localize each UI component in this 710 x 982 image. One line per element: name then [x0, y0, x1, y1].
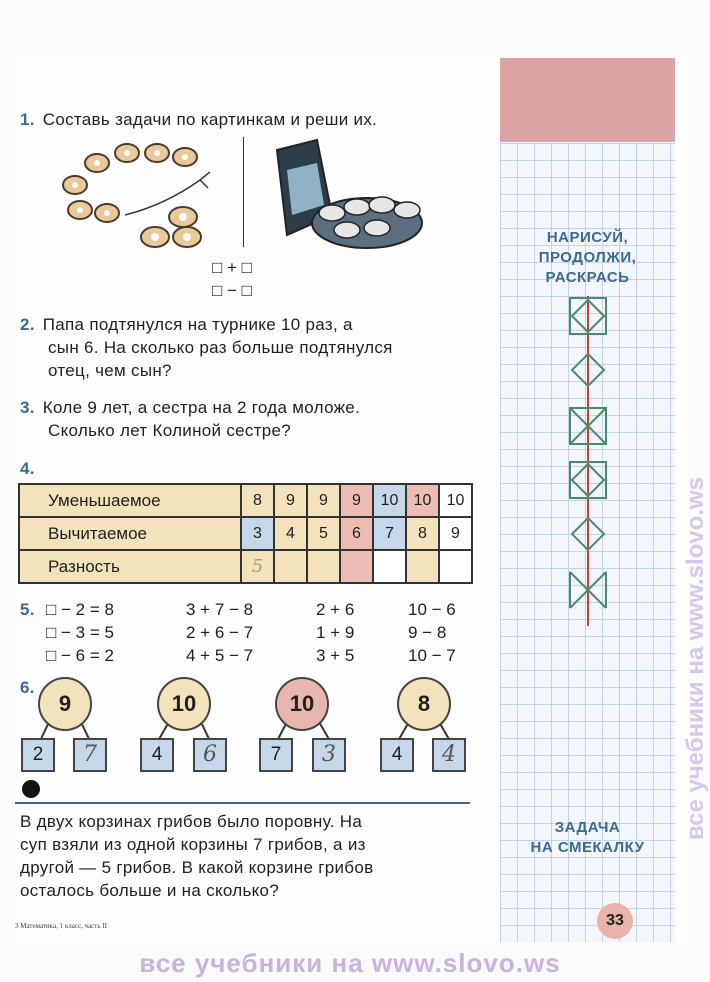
- task4-number: 4.: [20, 459, 35, 478]
- side-watermark: все учебники на www.slovo.ws: [682, 477, 709, 840]
- total-circle: 8: [397, 677, 451, 731]
- table-cell: 9: [307, 484, 340, 517]
- row-label: Вычитаемое: [19, 517, 241, 550]
- sidebar-title: НАРИСУЙ, ПРОДОЛЖИ, РАСКРАСЬ: [538, 229, 637, 286]
- bagels-illustration: [55, 135, 225, 255]
- task3: [20, 396, 360, 442]
- task1: [20, 108, 377, 131]
- table-cell: 10: [373, 484, 406, 517]
- task2: [20, 313, 393, 382]
- footer-watermark[interactable]: все учебники на www.slovo.ws: [139, 948, 561, 978]
- expression: 10 − 6: [408, 600, 456, 619]
- bonus-line: В двух корзинах грибов было поровну. На: [20, 812, 363, 831]
- task5-col3: [316, 598, 354, 667]
- expression: 9 − 8: [408, 623, 447, 642]
- table-cell: 8: [241, 484, 274, 517]
- expression: 2 + 6: [316, 600, 355, 619]
- table-cell: [373, 550, 406, 583]
- table-cell: 5: [241, 550, 274, 583]
- expression: □ − 6 = 2: [46, 646, 114, 665]
- task2-line2: сын 6. На сколько раз больше подтянулся: [48, 338, 393, 357]
- task1-op-minus: □ − □: [212, 281, 252, 300]
- sidebar-grid: [500, 58, 675, 942]
- expression: 1 + 9: [316, 623, 355, 642]
- table-cell: 9: [340, 484, 373, 517]
- table-row: [19, 517, 472, 550]
- task5-col4: [408, 598, 456, 667]
- divider-rule: [15, 802, 470, 804]
- task3-line1: Коле 9 лет, а сестра на 2 года моложе.: [42, 398, 361, 417]
- table-cell: 4: [274, 517, 307, 550]
- answer-box[interactable]: 7: [73, 738, 107, 772]
- task2-line1: Папа подтянулся на турнике 10 раз, а: [42, 315, 353, 334]
- divider: [243, 137, 244, 247]
- part-box: 2: [21, 738, 55, 772]
- task1-text: Составь задачи по картинкам и реши их.: [42, 110, 378, 129]
- expression: 3 + 5: [316, 646, 355, 665]
- total-circle: 10: [275, 677, 329, 731]
- table-row: [19, 550, 472, 583]
- expression: 2 + 6 − 7: [186, 623, 254, 642]
- table-cell: [340, 550, 373, 583]
- table-cell: 6: [340, 517, 373, 550]
- table-cell: 10: [406, 484, 439, 517]
- table-cell: 8: [406, 517, 439, 550]
- table-cell: 9: [439, 517, 472, 550]
- expression: □ − 2 = 8: [46, 600, 114, 619]
- table-cell: 9: [274, 484, 307, 517]
- table-cell: 10: [439, 484, 472, 517]
- cookies-illustration: [262, 135, 427, 255]
- task3-line2: Сколько лет Колиной сестре?: [48, 421, 292, 440]
- answer-box[interactable]: 6: [193, 738, 227, 772]
- sidebar-header: [500, 58, 675, 142]
- part-box: 4: [380, 738, 414, 772]
- task1-number: 1.: [20, 110, 35, 129]
- page-caption: 3 Математика, 1 класс, часть II: [15, 922, 107, 930]
- task5-col1: [46, 598, 114, 667]
- task2-line3: отец, чем сын?: [48, 361, 172, 380]
- total-circle: 10: [157, 677, 211, 731]
- bonus-line: осталось больше и на сколько?: [20, 881, 280, 900]
- task1-op-plus: □ + □: [212, 258, 252, 277]
- table-cell: 5: [307, 517, 340, 550]
- sidebar-bottom-title: ЗАДАЧА НА СМЕКАЛКУ: [530, 819, 645, 856]
- task3-number: 3.: [20, 398, 35, 417]
- table-cell: [406, 550, 439, 583]
- expression: 10 − 7: [408, 646, 456, 665]
- row-label: Уменьшаемое: [19, 484, 241, 517]
- task2-number: 2.: [20, 315, 35, 334]
- expression: 4 + 5 − 7: [186, 646, 254, 665]
- row-label: Разность: [19, 550, 241, 583]
- bonus-line: другой — 5 грибов. В какой корзине грибов: [20, 858, 374, 877]
- expression: □ − 3 = 5: [46, 623, 114, 642]
- expression: 3 + 7 − 8: [186, 600, 254, 619]
- table-cell: 7: [373, 517, 406, 550]
- bonus-line: суп взяли из одной корзины 7 грибов, а из: [20, 835, 366, 854]
- table-cell: 3: [241, 517, 274, 550]
- part-box: 7: [259, 738, 293, 772]
- pattern-drawing: [560, 296, 610, 636]
- task5-col2: [186, 598, 253, 667]
- table-cell: [307, 550, 340, 583]
- page-number: 33: [597, 903, 633, 939]
- bullet-icon: [22, 780, 40, 798]
- answer-box[interactable]: 3: [312, 738, 346, 772]
- task5-number: 5.: [20, 600, 35, 619]
- answer-box[interactable]: 4: [432, 738, 466, 772]
- table-cell: [274, 550, 307, 583]
- part-box: 4: [140, 738, 174, 772]
- bonus-task: [20, 810, 373, 902]
- total-circle: 9: [38, 677, 92, 731]
- subtraction-table: [18, 483, 473, 584]
- task6-number: 6.: [20, 678, 35, 697]
- table-row: [19, 484, 472, 517]
- table-cell: [439, 550, 472, 583]
